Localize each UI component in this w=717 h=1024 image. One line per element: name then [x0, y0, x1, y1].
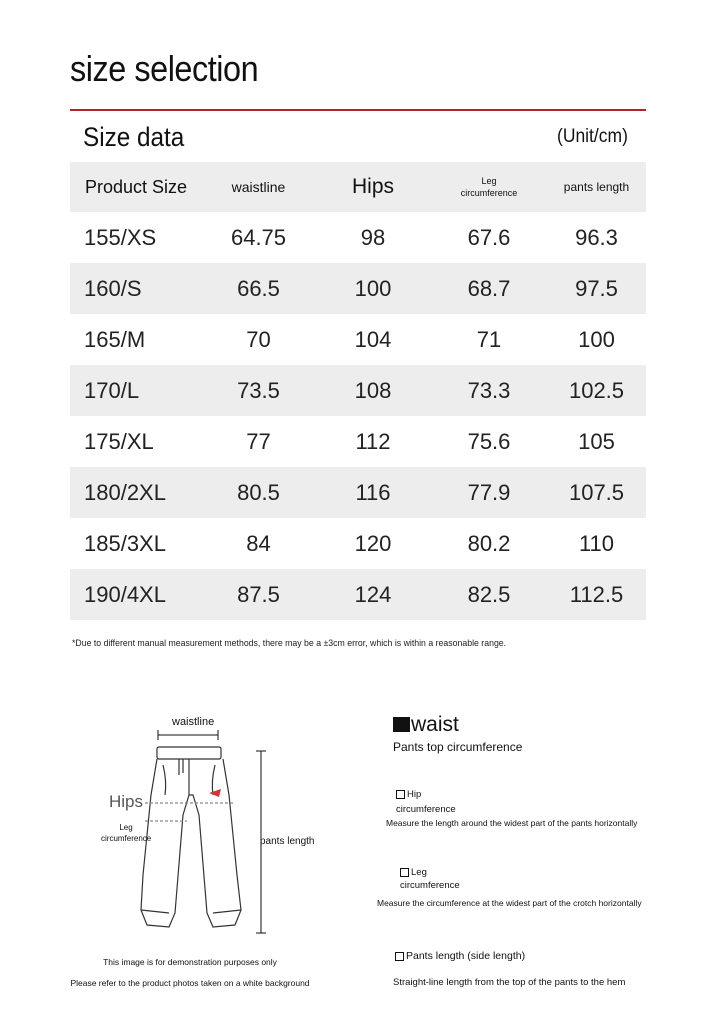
- header-waistline: waistline: [231, 179, 286, 195]
- cell-waist: 84: [246, 530, 271, 556]
- size-table: [70, 162, 646, 620]
- leg-title-text-1: Leg: [411, 867, 427, 878]
- header-leg-circumference: [431, 162, 547, 212]
- table-row: [70, 518, 646, 569]
- cell-leg: 67.6: [467, 224, 511, 250]
- cell-pants: 97.5: [575, 275, 618, 301]
- cell-size: 185/3XL: [84, 530, 166, 556]
- waist-definition-desc: Pants top circumference: [393, 740, 523, 754]
- cell-size: 160/S: [84, 275, 142, 301]
- demo-disclaimer-line1: This image is for demonstration purposes only: [103, 957, 277, 967]
- cell-hips: 98: [360, 224, 386, 250]
- cell-pants: 102.5: [568, 377, 625, 403]
- diagram-pants-length-label: pants length: [260, 836, 315, 847]
- pants-length-definition-desc: Straight-line length from the top of the pants to the hem: [393, 977, 626, 988]
- table-row: [70, 263, 646, 314]
- cell-waist: 64.75: [230, 224, 287, 250]
- measurement-note: *Due to different manual measurement methods, there may be a ±3cm error, which is within a reasonable range.: [72, 638, 507, 649]
- cell-waist: 70: [246, 326, 271, 352]
- header-product-size: Product Size: [84, 176, 188, 197]
- cell-leg: 75.6: [467, 428, 511, 454]
- cell-size: 170/L: [84, 377, 140, 403]
- table-header-row: [70, 162, 646, 212]
- hip-definition-title: [396, 787, 456, 817]
- title-divider: [70, 109, 646, 111]
- diagram-leg-label: Leg circumference: [101, 823, 152, 843]
- bullet-icon: [393, 717, 410, 732]
- cell-hips: 112: [355, 428, 391, 454]
- unit-label: (Unit/cm): [557, 126, 628, 147]
- bullet-icon: [396, 790, 405, 799]
- cell-size: 175/XL: [84, 428, 154, 454]
- demo-disclaimer-line2: Please refer to the product photos taken on a white background: [70, 978, 310, 988]
- cell-waist: 66.5: [237, 275, 280, 301]
- pants-length-definition-title: [395, 950, 525, 962]
- pants-title-text: Pants length (side length): [406, 950, 526, 962]
- cell-pants: 105: [578, 428, 615, 454]
- cell-size: 155/XS: [84, 224, 157, 250]
- cell-hips: 116: [355, 479, 391, 505]
- table-row: [70, 212, 646, 263]
- cell-pants: 96.3: [575, 224, 618, 250]
- table-row: [70, 569, 646, 620]
- pants-illustration: [141, 747, 241, 927]
- cell-size: 165/M: [84, 326, 146, 352]
- cell-hips: 104: [354, 326, 392, 352]
- hip-title-text-2: circumference: [396, 804, 456, 815]
- cell-pants: 100: [578, 326, 615, 352]
- cell-hips: 124: [354, 581, 392, 607]
- section-title: Size data: [83, 122, 185, 152]
- waist-title-text: waist: [411, 713, 459, 736]
- cell-size: 190/4XL: [84, 581, 166, 607]
- cell-waist: 73.5: [237, 377, 280, 403]
- cell-leg: 82.5: [467, 581, 511, 607]
- cell-waist: 77: [246, 428, 271, 454]
- brand-logo-mark: [209, 789, 221, 797]
- cell-hips: 100: [354, 275, 392, 301]
- bullet-icon: [395, 952, 404, 961]
- hip-title-text-1: Hip: [407, 789, 422, 800]
- cell-waist: 87.5: [237, 581, 280, 607]
- waistline-dimension: [158, 730, 218, 740]
- hip-definition-desc: Measure the length around the widest part of the pants horizontally: [386, 818, 638, 828]
- table-row: [70, 467, 646, 518]
- cell-pants: 107.5: [568, 479, 625, 505]
- cell-leg: 71: [476, 326, 502, 352]
- leg-definition-title: [400, 866, 460, 892]
- waist-definition-title: [393, 713, 459, 737]
- cell-leg: 80.2: [467, 530, 511, 556]
- cell-leg: 77.9: [467, 479, 511, 505]
- cell-hips: 108: [354, 377, 392, 403]
- cell-hips: 120: [354, 530, 392, 556]
- cell-pants: 110: [578, 530, 615, 556]
- cell-leg: 73.3: [467, 377, 511, 403]
- cell-leg: 68.7: [467, 275, 511, 301]
- header-leg-text: Leg circumference: [460, 176, 518, 198]
- table-row: [70, 365, 646, 416]
- header-pants-length: pants length: [563, 180, 630, 194]
- table-row: [70, 416, 646, 467]
- diagram-hips-label: Hips: [109, 792, 144, 811]
- leg-title-text-2: circumference: [400, 880, 460, 891]
- diagram-waistline-label: waistline: [172, 716, 215, 728]
- page-title: size selection: [70, 48, 259, 89]
- cell-pants: 112.5: [569, 581, 624, 607]
- table-row: [70, 314, 646, 365]
- cell-waist: 80.5: [237, 479, 280, 505]
- bullet-icon: [400, 868, 409, 877]
- cell-size: 180/2XL: [84, 479, 166, 505]
- leg-definition-desc: Measure the circumference at the widest part of the crotch horizontally: [377, 898, 642, 908]
- header-hips: Hips: [351, 175, 394, 198]
